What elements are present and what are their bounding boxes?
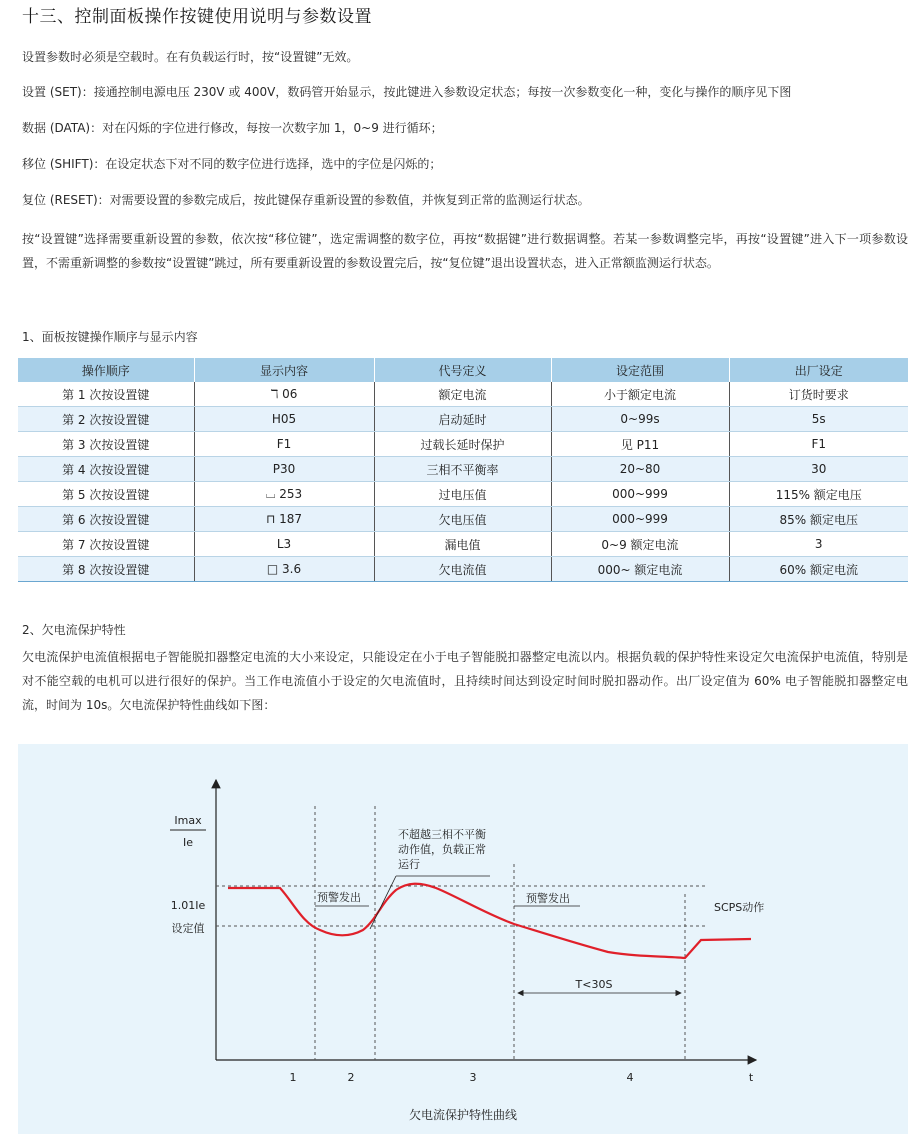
- col-factory-setting-cell: 115% 额定电压: [729, 482, 908, 507]
- col-code-definition-cell: 漏电值: [374, 532, 551, 557]
- stage-label-1: 1: [289, 1071, 297, 1084]
- table-row: [18, 482, 908, 507]
- table-row: [18, 407, 908, 432]
- col-operation-order-header: 操作顺序: [18, 358, 194, 382]
- undercurrent-curve: [228, 884, 751, 958]
- time-dimension-label: T<30S: [575, 978, 613, 991]
- curve-diagram: [18, 744, 908, 1134]
- col-display-content-cell: ⌴ 253: [194, 482, 374, 507]
- note-leader: [370, 876, 396, 929]
- col-factory-setting-cell: 60% 额定电流: [729, 557, 908, 582]
- shift-key-description: 移位 (SHIFT)：在设定状态下对不同的数字位进行选择，选中的字位是闪烁的；: [22, 157, 442, 171]
- col-factory-setting-cell: 5s: [729, 407, 908, 432]
- col-display-content-cell: P30: [194, 457, 374, 482]
- note-line-2: 动作值，负载正常: [398, 843, 486, 856]
- set-key-description: 设置 (SET)：接通控制电源电压 230V 或 400V，数码管开始显示，按此键进入参数设定状态；每按一次参数变化一种，变化与操作的顺序见下图: [22, 85, 792, 99]
- procedure-paragraph: 按“设置键”选择需要重新设置的参数，依次按“移位键”，选定需调整的数字位，再按“数据键”进行数据调整。若某一参数调整完毕，再按“设置键”进入下一项参数设置，不需重新调整的参数按“设置键”跳过，所有要重新设置的参数设置完后，按“复位键”退出设置状态，进入正常额监测运行状态。: [22, 232, 908, 270]
- col-setting-range-cell: 小于额定电流: [551, 382, 729, 407]
- col-setting-range-cell: 20~80: [551, 457, 729, 482]
- col-code-definition-cell: 过电压值: [374, 482, 551, 507]
- scps-action-label: SCPS动作: [714, 901, 765, 914]
- table-header-row: [18, 358, 908, 382]
- warning-1-label: 预警发出: [317, 891, 361, 904]
- table-row: [18, 382, 908, 407]
- warning-2-label: 预警发出: [526, 892, 570, 905]
- col-setting-range-cell: 000~999: [551, 482, 729, 507]
- col-setting-range-cell: 000~999: [551, 507, 729, 532]
- col-display-content-cell: F1: [194, 432, 374, 457]
- undercurrent-curve-figure: [18, 744, 908, 1134]
- figure-caption: 欠电流保护特性曲线: [408, 1108, 517, 1122]
- table-row: [18, 432, 908, 457]
- stage-label-3: 3: [469, 1071, 477, 1084]
- col-code-definition-cell: 欠电流值: [374, 557, 551, 582]
- intro-paragraph-1: 设置参数时必须是空载时。在有负载运行时，按“设置键”无效。: [22, 50, 359, 64]
- col-code-definition-cell: 启动延时: [374, 407, 551, 432]
- y-label-imax: Imax: [174, 814, 202, 827]
- col-display-content-header: 显示内容: [194, 358, 374, 382]
- col-display-content-cell: L3: [194, 532, 374, 557]
- col-factory-setting-cell: 30: [729, 457, 908, 482]
- col-operation-order-cell: 第 2 次按设置键: [18, 407, 194, 432]
- col-operation-order-cell: 第 4 次按设置键: [18, 457, 194, 482]
- col-code-definition-cell: 过载长延时保护: [374, 432, 551, 457]
- y-label-ie: Ie: [182, 836, 194, 849]
- level-upper-label: 1.01Ie: [170, 899, 206, 912]
- level-lower-label: 设定值: [171, 922, 205, 935]
- col-setting-range-cell: 0~9 额定电流: [551, 532, 729, 557]
- col-code-definition-cell: 欠电压值: [374, 507, 551, 532]
- table-row: [18, 457, 908, 482]
- table-row: [18, 532, 908, 557]
- table-row: [18, 507, 908, 532]
- note-line-1: 不超越三相不平衡: [398, 828, 486, 841]
- col-operation-order-cell: 第 1 次按设置键: [18, 382, 194, 407]
- reset-key-description: 复位 (RESET)：对需要设置的参数完成后，按此键保存重新设置的参数值，并恢复到正常的监测运行状态。: [22, 193, 590, 207]
- table-row: [18, 557, 908, 582]
- col-setting-range-cell: 000~ 额定电流: [551, 557, 729, 582]
- col-factory-setting-cell: F1: [729, 432, 908, 457]
- col-code-definition-header: 代号定义: [374, 358, 551, 382]
- col-operation-order-cell: 第 6 次按设置键: [18, 507, 194, 532]
- stage-label-4: 4: [626, 1071, 634, 1084]
- col-factory-setting-header: 出厂设定: [729, 358, 908, 382]
- note-line-3: 运行: [398, 858, 420, 871]
- section1-heading: 1、面板按键操作顺序与显示内容: [22, 330, 198, 344]
- section2-heading: 2、欠电流保护特性: [22, 623, 126, 637]
- key-sequence-table: [18, 358, 908, 582]
- col-operation-order-cell: 第 8 次按设置键: [18, 557, 194, 582]
- col-display-content-cell: ℸ 06: [194, 382, 374, 407]
- col-display-content-cell: □ 3.6: [194, 557, 374, 582]
- col-operation-order-cell: 第 5 次按设置键: [18, 482, 194, 507]
- col-code-definition-cell: 三相不平衡率: [374, 457, 551, 482]
- col-code-definition-cell: 额定电流: [374, 382, 551, 407]
- x-axis-label: t: [748, 1071, 754, 1084]
- col-factory-setting-cell: 订货时要求: [729, 382, 908, 407]
- col-setting-range-header: 设定范围: [551, 358, 729, 382]
- col-setting-range-cell: 0~99s: [551, 407, 729, 432]
- undercurrent-paragraph: 欠电流保护电流值根据电子智能脱扣器整定电流的大小来设定，只能设定在小于电子智能脱扣器整定电流以内。根据负载的保护特性来设定欠电流保护电流值，特别是对不能空载的电机可以进行很好的保护。当工作电流值小于设定的欠电流值时，且持续时间达到设定时间时脱扣器动作。出厂设定值为 60% 电子智能脱扣器整定电流，时间为 10s。欠电流保护特性曲线如下图：: [22, 650, 908, 712]
- col-factory-setting-cell: 3: [729, 532, 908, 557]
- data-key-description: 数据 (DATA)：对在闪烁的字位进行修改，每按一次数字加 1，0~9 进行循环；: [22, 121, 443, 135]
- col-operation-order-cell: 第 3 次按设置键: [18, 432, 194, 457]
- col-operation-order-cell: 第 7 次按设置键: [18, 532, 194, 557]
- col-factory-setting-cell: 85% 额定电压: [729, 507, 908, 532]
- stage-label-2: 2: [347, 1071, 355, 1084]
- col-display-content-cell: H05: [194, 407, 374, 432]
- col-setting-range-cell: 见 P11: [551, 432, 729, 457]
- table-body: [18, 382, 908, 582]
- col-display-content-cell: ⊓ 187: [194, 507, 374, 532]
- page-title: 十三、控制面板操作按键使用说明与参数设置: [22, 7, 372, 27]
